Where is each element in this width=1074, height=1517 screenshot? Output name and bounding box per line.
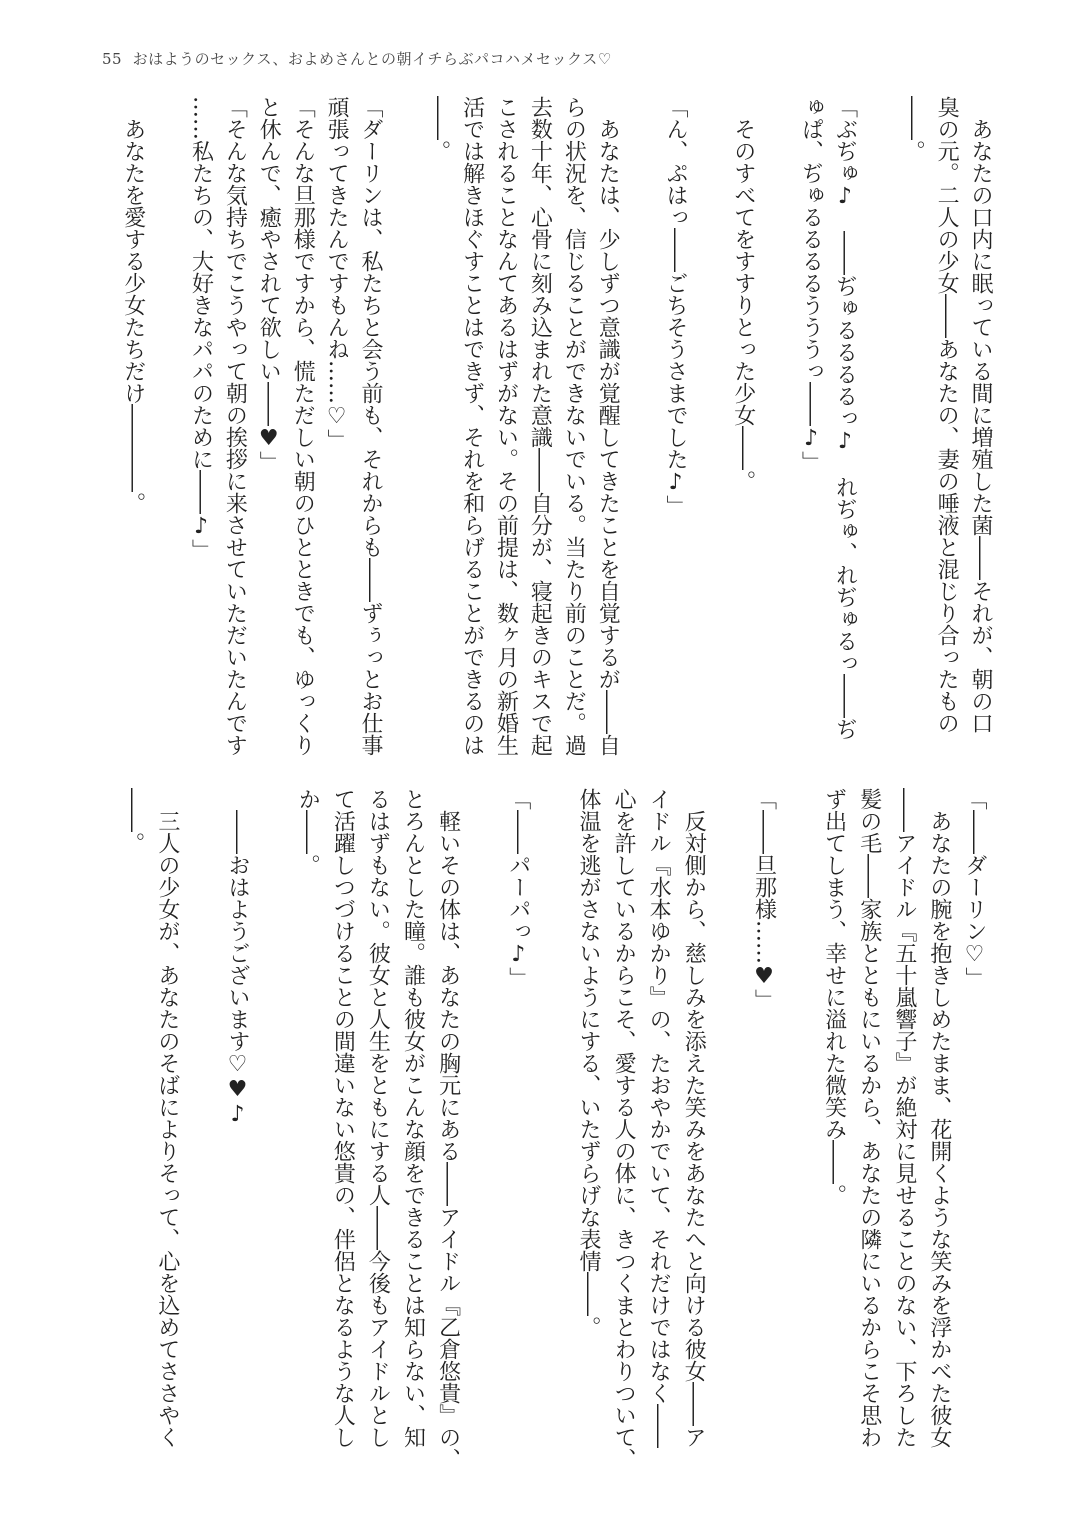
text-line: 臭の元。二人の少女――あなたの、妻の唾液と混じり合ったもの xyxy=(934,96,960,734)
text-line: 「――ダーリン♡」 xyxy=(962,788,987,989)
text-line: 体温を逃がさないようにする、いたずらげな表情――。 xyxy=(575,788,601,1338)
text-line: 反対側から、慈しみを添えた笑みをあなたへと向ける彼女――ア xyxy=(681,788,707,1448)
text-line: 活では解きほぐすことはできず、それを和らげることができるのは xyxy=(459,96,485,756)
text-line: ――。 xyxy=(900,96,926,162)
text-line xyxy=(536,788,571,1418)
text-line: 「ん、ぷはっ――ごちそうさまでした♪」 xyxy=(662,96,688,517)
text-line: あなたは、少しずつ意識が覚醒してきたことを自覚するが――自 xyxy=(595,96,621,756)
text-line: ――アイドル『五十嵐響子』が絶対に見せることのない、下ろした xyxy=(891,788,917,1448)
text-line: 心を許しているからこそ、愛する人の体に、きつくまとわりついて、 xyxy=(611,788,637,1470)
text-line: 髪の毛――家族とともにいるから、あなたの隣にいるからこそ思わ xyxy=(856,788,882,1448)
text-line: あなたを愛する少女たちだけ――――。 xyxy=(120,96,146,514)
text-line: とろんとした瞳。誰も彼女がこんな顔をできることは知らない、知 xyxy=(400,788,426,1448)
text-line: あなたの腕を抱きしめたまま、花開くような笑みを浮かべた彼女 xyxy=(926,788,952,1448)
text-line: 「――旦那様……♥」 xyxy=(751,788,777,1011)
bottom-text-block xyxy=(115,788,992,1470)
text-line xyxy=(861,96,895,726)
text-line: ――おはようございます♡♥♪ xyxy=(225,788,251,1127)
text-line: ……私たちの、大好きなパパのために――♪」 xyxy=(188,96,214,561)
text-line: か――。 xyxy=(295,788,321,876)
text-line: 「そんな気持ちでこうやって朝の挨拶に来させていただいたんです xyxy=(222,96,248,756)
text-line: イドル『水本ゆかり』の、たおやかでいて、それだけではなく―― xyxy=(646,788,672,1448)
text-line: ゅぱ、ぢゅるるるるうううっ――♪」 xyxy=(798,96,824,473)
text-line: 去数十年、心骨に刻み込まれた意識――自分が、寝起きのキスで起 xyxy=(527,96,553,756)
text-line: らの状況を、信じることができないでいる。当たり前のことだ。過 xyxy=(561,96,587,756)
text-line: 軽いその体は、あなたの胸元にある――アイドル『乙倉悠貴』の、 xyxy=(435,788,461,1470)
text-line: あなたの口内に眠っている間に増殖した菌――それが、朝の口 xyxy=(968,96,993,734)
text-line: ――。 xyxy=(119,788,145,854)
text-line xyxy=(387,96,421,726)
page-number: 55 xyxy=(102,50,123,68)
text-line xyxy=(150,96,184,726)
text-line xyxy=(255,788,290,1418)
chapter-title: おはようのセックス、およめさんとの朝イチらぶパコハメセックス♡ xyxy=(132,50,612,68)
text-line: ――。 xyxy=(425,96,451,162)
text-line xyxy=(466,788,501,1418)
text-line: こされることなんてあるはずがない。その前提は、数ヶ月の新婚生 xyxy=(493,96,519,756)
text-line: て活躍しつづけることの間違いない悠貴の、伴侶となるような人し xyxy=(330,788,356,1448)
text-line: 「ダーリンは、私たちと会う前も、それからも――ずぅっとお仕事 xyxy=(357,96,383,756)
text-line xyxy=(185,788,220,1418)
text-line xyxy=(760,96,794,726)
running-header xyxy=(102,48,612,69)
text-line xyxy=(624,96,658,726)
text-line: 「――パーパっ♪」 xyxy=(505,788,531,989)
text-line: ず出てしまう、幸せに溢れた微笑み――。 xyxy=(821,788,847,1206)
text-line xyxy=(711,788,746,1418)
text-line xyxy=(781,788,816,1418)
text-line: 「ぶぢゅ♪ ――ぢゅるるるるっ♪ れぢゅ、れぢゅるっ――ぢ xyxy=(832,96,858,740)
text-line: そのすべてをすすりとった少女――。 xyxy=(730,96,756,492)
text-line: 三人の少女が、あなたのそばによりそって、心を込めてささやく xyxy=(154,788,180,1448)
top-text-block xyxy=(116,96,997,756)
text-line: 頑張ってきたんですもんね……♡」 xyxy=(324,96,350,451)
text-line: 「そんな旦那様ですから、慌ただしい朝のひとときでも、ゆっくり xyxy=(290,96,316,756)
text-line: と休んで、癒やされて欲しい――♥」 xyxy=(256,96,282,473)
text-line xyxy=(692,96,726,726)
text-line: るはずもない。彼女と人生をともにする人――今後もアイドルとし xyxy=(365,788,391,1448)
